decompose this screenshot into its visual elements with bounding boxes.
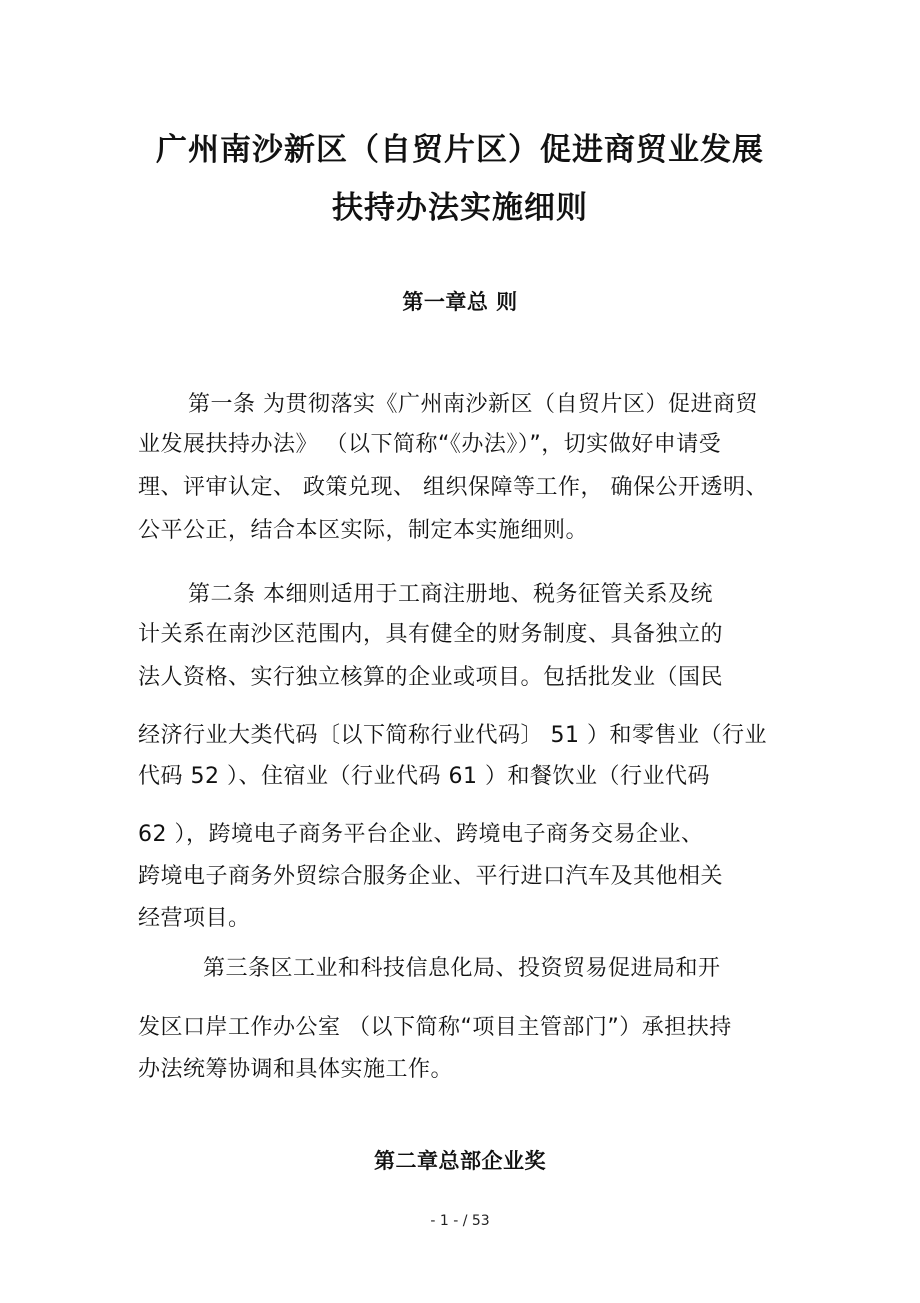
article-2-line: 经济行业大类代码〔以下简称行业代码〕 51 ）和零售业（行业 (138, 723, 767, 748)
article-2-line: 代码 52 ）、住宿业（行业代码 61 ）和餐饮业（行业代码 (138, 764, 710, 789)
chapter-1-heading: 第一章总 则 (402, 290, 518, 314)
article-1-line: 业发展扶持办法》 （以下简称“《办法》）”，切实做好申请受 (138, 432, 722, 457)
document-title-line-1: 广州南沙新区（自贸片区）促进商贸业发展 (156, 132, 764, 168)
article-1-line: 公平公正，结合本区实际，制定本实施细则。 (138, 518, 589, 543)
article-3-line: 发区口岸工作办公室 （以下简称“项目主管部门”）承担扶持 (138, 1015, 732, 1040)
article-1-line: 理、评审认定、 政策兑现、 组织保障等工作， 确保公开透明、 (138, 475, 768, 500)
article-2-line: 经营项目。 (138, 906, 251, 931)
article-3-line: 第三条区工业和科技信息化局、投资贸易促进局和开 (203, 956, 721, 981)
article-2-line: 62 ），跨境电子商务平台企业、跨境电子商务交易企业、 (138, 822, 704, 847)
article-3-line: 办法统筹协调和具体实施工作。 (138, 1057, 454, 1082)
article-2-line: 计关系在南沙区范围内，具有健全的财务制度、具备独立的 (138, 622, 724, 647)
page-number: - 1 - / 53 (430, 1213, 490, 1229)
article-2-line: 法人资格、实行独立核算的企业或项目。包括批发业（国民 (138, 665, 724, 690)
article-1-line: 第一条 为贯彻落实《广州南沙新区（自贸片区）促进商贸 (188, 392, 758, 417)
chapter-2-heading: 第二章总部企业奖 (374, 1149, 546, 1173)
article-2-line: 跨境电子商务外贸综合服务企业、平行进口汽车及其他相关 (138, 864, 724, 889)
document-title-line-2: 扶持办法实施细则 (332, 190, 588, 226)
article-2-line: 第二条 本细则适用于工商注册地、税务征管关系及统 (188, 582, 713, 607)
